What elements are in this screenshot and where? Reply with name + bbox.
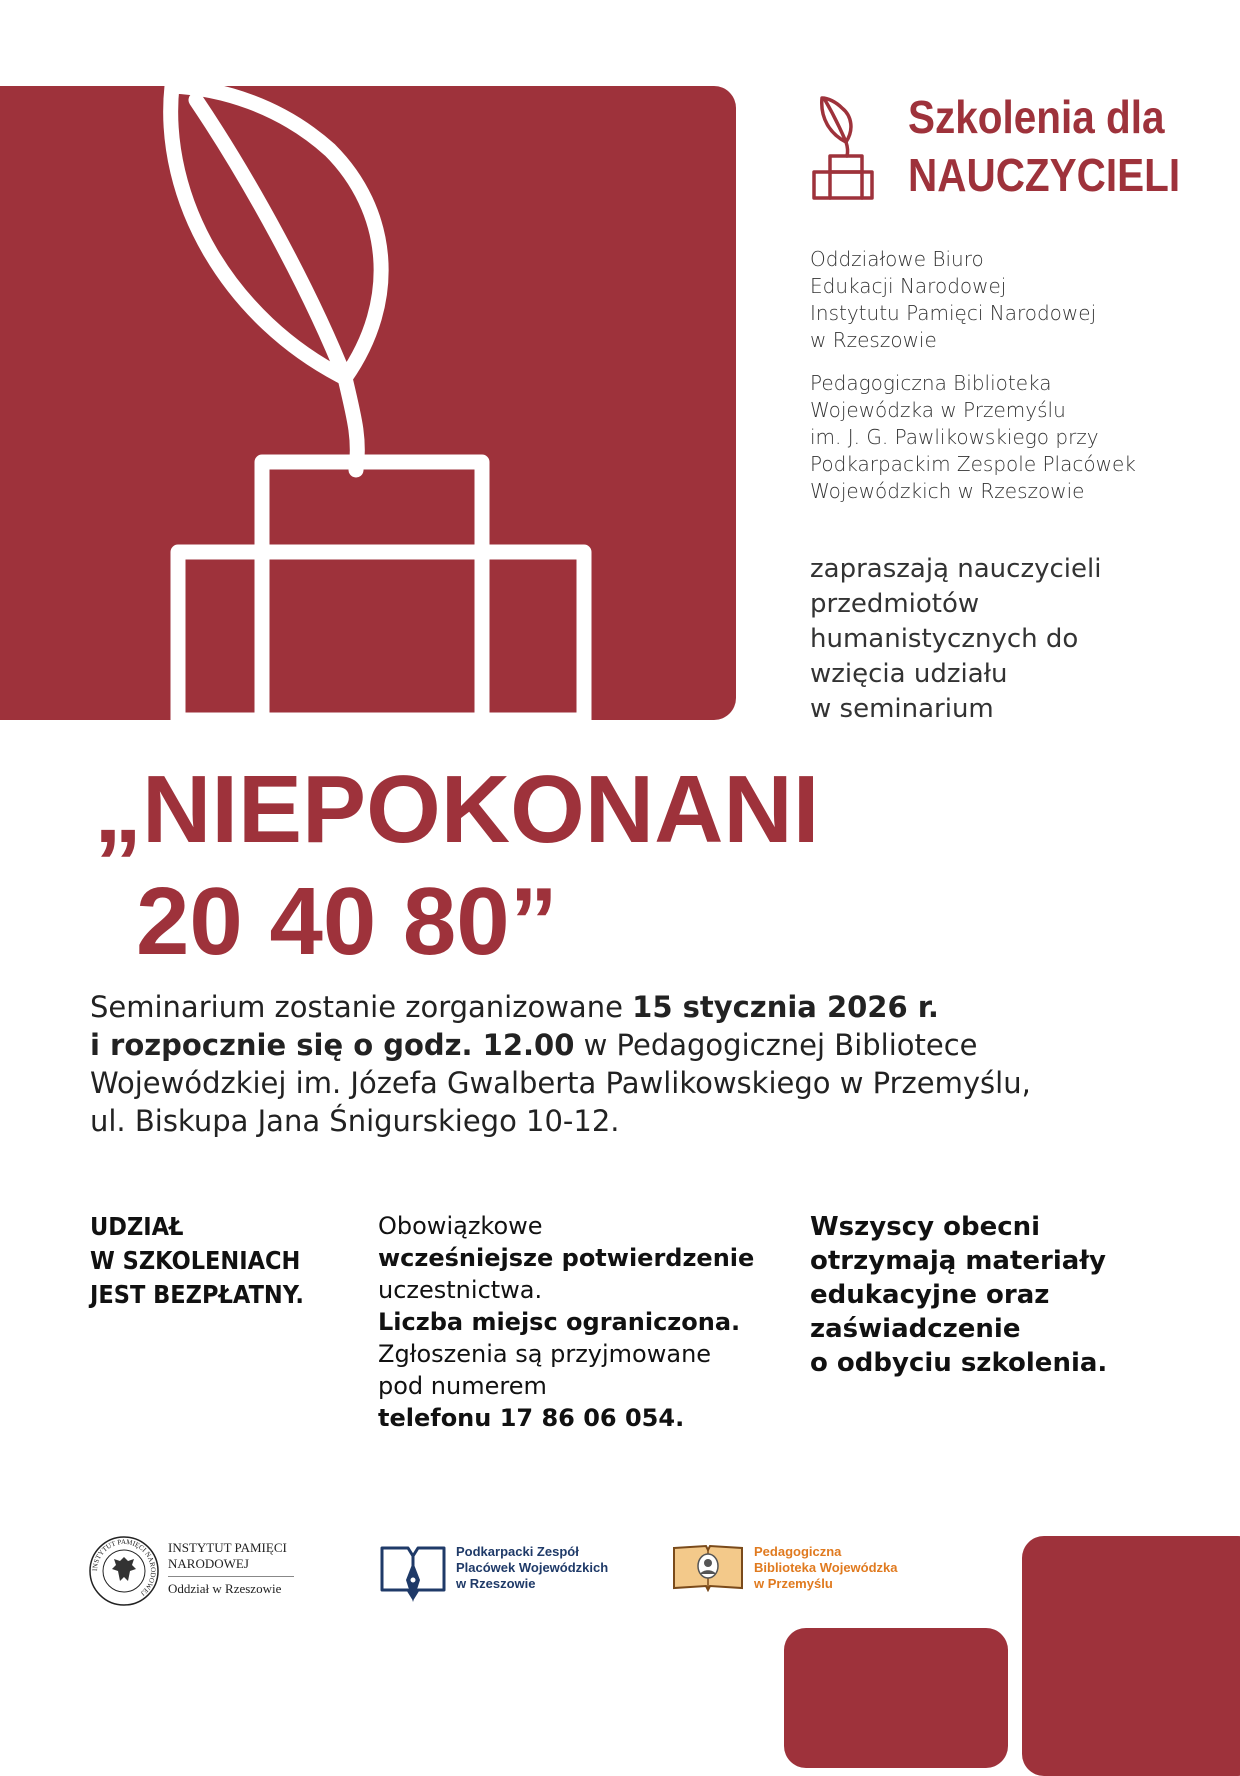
invite-line: wzięcia udziału — [810, 659, 1008, 689]
note-line: o odbyciu szkolenia. — [810, 1348, 1108, 1378]
organizer-library — [810, 370, 1230, 505]
note-line: W SZKOLENIACH — [90, 1246, 301, 1275]
title-line2: 20 40 80” — [136, 868, 558, 975]
organizer-line: Podkarpackim Zespole Placówek — [810, 452, 1136, 476]
organizer-line: Oddziałowe Biuro — [810, 247, 984, 271]
organizer-line: Wojewódzkich w Rzeszowie — [810, 479, 1085, 503]
ipn-logo — [88, 1535, 160, 1611]
invite-line: przedmiotów — [810, 589, 980, 619]
free-participation-note — [90, 1210, 304, 1312]
brand-logo — [808, 94, 878, 206]
invitation-text — [810, 552, 1230, 727]
seminar-address: ul. Biskupa Jana Śnigurskiego 10-12. — [90, 1104, 620, 1138]
divider — [168, 1576, 294, 1577]
decorative-block — [1022, 1536, 1240, 1776]
pzpw-name — [456, 1544, 608, 1592]
invite-line: zapraszają nauczycieli — [810, 554, 1102, 584]
note-line: otrzymają materiały — [810, 1246, 1106, 1276]
organizer-line: Instytutu Pamięci Narodowej — [810, 301, 1097, 325]
seminar-title — [94, 754, 819, 978]
note-line: zaświadczenie — [810, 1314, 1021, 1344]
note-line: JEST BEZPŁATNY. — [90, 1280, 304, 1309]
note-line: Liczba miejsc ograniczona. — [378, 1308, 741, 1336]
description-text: Seminarium zostanie zorganizowane — [90, 990, 633, 1024]
materials-note — [810, 1210, 1107, 1380]
hero-graphic — [0, 86, 736, 720]
pbw-line: Pedagogiczna — [754, 1544, 842, 1559]
brand-title — [908, 88, 1180, 204]
leaf-on-blocks-icon — [808, 94, 878, 202]
organizer-line: Pedagogiczna Biblioteka — [810, 371, 1052, 395]
pzpw-line: Placówek Wojewódzkich — [456, 1560, 609, 1575]
note-line: wcześniejsze potwierdzenie — [378, 1244, 755, 1272]
ipn-name — [168, 1540, 294, 1597]
seal-text: INSTYTUT PAMIĘCI NARODOWEJ — [90, 1537, 158, 1598]
pbw-line: w Przemyślu — [754, 1576, 833, 1591]
ipn-line: NARODOWEJ — [168, 1556, 249, 1571]
description-line — [90, 988, 1210, 1026]
note-line: Wszyscy obecni — [810, 1212, 1041, 1242]
eagle-seal-icon — [88, 1535, 160, 1607]
organizer-line: im. J. G. Pawlikowskiego przy — [810, 425, 1099, 449]
pbw-line: Biblioteka Wojewódzka — [754, 1560, 898, 1575]
organizer-line: Wojewódzka w Przemyślu — [810, 398, 1066, 422]
note-line: Obowiązkowe — [378, 1212, 543, 1240]
organizer-line: Edukacji Narodowej — [810, 274, 1007, 298]
pbw-logo — [672, 1542, 744, 1596]
decorative-block — [784, 1628, 1008, 1768]
title-line1: „NIEPOKONANI — [94, 756, 820, 863]
pbw-name — [754, 1544, 898, 1592]
brand-title-line1: Szkolenia dla — [908, 91, 1165, 143]
phone-number: telefonu 17 86 06 054. — [378, 1404, 685, 1432]
note-line: Zgłoszenia są przyjmowane — [378, 1340, 712, 1368]
description-line: Wojewódzkiej im. Józefa Gwalberta Pawlikowskiego w Przemyślu, — [90, 1066, 1031, 1100]
note-line: edukacyjne oraz — [810, 1280, 1050, 1310]
book-portrait-icon — [672, 1542, 744, 1592]
leaf-on-blocks-icon — [0, 0, 740, 740]
ipn-line: INSTYTUT PAMIĘCI — [168, 1540, 287, 1555]
brand-title-line2: NAUCZYCIELI — [908, 149, 1181, 201]
note-line: pod numerem — [378, 1372, 547, 1400]
description-line — [90, 1026, 1210, 1064]
note-line: uczestnictwa. — [378, 1276, 543, 1304]
description-text: w Pedagogicznej Bibliotece — [574, 1028, 978, 1062]
pzpw-logo — [378, 1540, 448, 1610]
pzpw-line: w Rzeszowie — [456, 1576, 536, 1591]
invite-line: humanistycznych do — [810, 624, 1079, 654]
seminar-date: 15 stycznia 2026 r. — [632, 990, 939, 1024]
organizer-line: w Rzeszowie — [810, 328, 937, 352]
invite-line: w seminarium — [810, 694, 994, 724]
ipn-line: Oddział w Rzeszowie — [168, 1581, 282, 1596]
open-book-pen-icon — [378, 1540, 448, 1606]
seminar-description — [90, 988, 1210, 1140]
registration-note — [378, 1210, 754, 1434]
organizer-ipn — [810, 246, 1230, 354]
note-line: UDZIAŁ — [90, 1212, 184, 1241]
pzpw-line: Podkarpacki Zespół — [456, 1544, 579, 1559]
seminar-time: i rozpocznie się o godz. 12.00 — [90, 1028, 575, 1062]
